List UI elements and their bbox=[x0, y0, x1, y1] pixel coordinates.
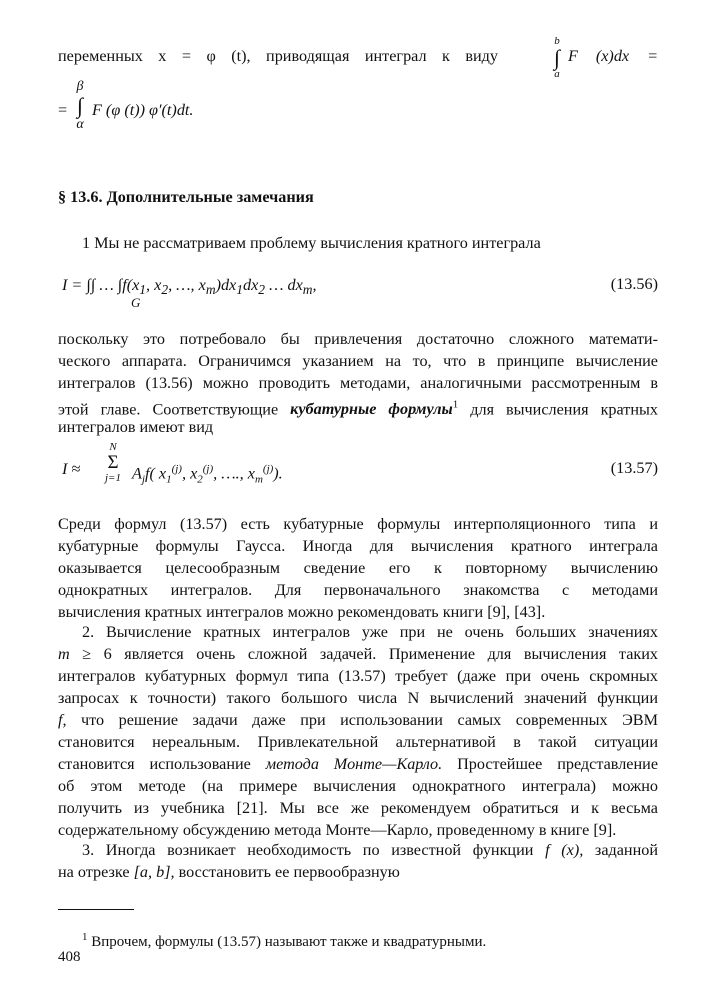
sum-symbol: Σ bbox=[107, 452, 119, 473]
eq-sub: 2 bbox=[161, 282, 169, 298]
eq-part: f( x bbox=[144, 464, 167, 483]
text-fragment: 3. Иногда возникает необходимость по известной функции bbox=[82, 841, 534, 859]
eq-part: , bbox=[312, 276, 317, 294]
text-line bbox=[58, 395, 658, 419]
text-fragment: восстановить ее первообразную bbox=[178, 863, 400, 881]
equation-number: (13.57) bbox=[610, 459, 658, 477]
sum-upper-limit: N bbox=[109, 441, 117, 453]
eq-part: , …., x bbox=[213, 464, 255, 483]
text-fragment: ≥ 6 является очень сложной задачей. Применение для вычисления таких bbox=[82, 645, 658, 663]
math-expression: F (φ (t)) φ′(t)dt. bbox=[92, 101, 194, 119]
section-heading: § 13.6. Дополнительные замечания bbox=[58, 188, 314, 206]
text-fragment: переменных x = φ (t), приводящая интеграл к виду bbox=[58, 47, 498, 65]
text-line: содержательному обсуждению метода Монте—Карло, проведенному в книге [9]. bbox=[58, 821, 617, 839]
text-fragment: становится использование bbox=[58, 755, 251, 773]
text-fragment: этой главе. Соответствующие bbox=[58, 400, 279, 419]
eq-sub: j bbox=[141, 473, 145, 486]
math-expression: f (x), bbox=[545, 841, 584, 859]
eq-sub: 2 bbox=[197, 473, 203, 486]
eq-part: , x bbox=[181, 464, 198, 483]
text-line: оказывается целесообразным сведение его к повторному вычислению bbox=[58, 559, 658, 577]
eq-part: , …, x bbox=[168, 276, 206, 294]
eq-sup: (j) bbox=[202, 463, 214, 475]
eq-part: dx bbox=[243, 276, 259, 294]
text-line bbox=[58, 46, 498, 66]
eq-sub: m bbox=[254, 473, 263, 486]
equation-13-57 bbox=[132, 459, 283, 490]
eq-sub: 1 bbox=[166, 473, 172, 486]
text-line: вычисления кратных интегралов можно рекомендовать книги [9], [43]. bbox=[58, 603, 546, 621]
summation-sign bbox=[100, 442, 126, 484]
math-expression: F (x)dx = bbox=[568, 47, 658, 65]
footnote-text: Впрочем, формулы (13.57) называют также и квадратурными. bbox=[91, 934, 487, 950]
integral-symbol: ∫ bbox=[76, 93, 84, 118]
eq-sub: 1 bbox=[236, 282, 243, 298]
math-expression: [a, b], bbox=[133, 863, 175, 881]
footnote-marker: 1 bbox=[452, 399, 459, 411]
math-variable: m bbox=[58, 645, 70, 663]
integral-upper-limit: b bbox=[554, 35, 560, 47]
page-number: 408 bbox=[58, 949, 81, 965]
eq-sub: 1 bbox=[139, 282, 147, 298]
text-line: 2. Вычисление кратных интегралов уже при не очень больших значениях bbox=[82, 623, 658, 641]
equation-lhs: I ≈ bbox=[62, 460, 81, 478]
integral-upper-limit: β bbox=[76, 79, 84, 94]
text-line: интегралов имеют вид bbox=[58, 418, 214, 436]
text-fragment: на отрезке bbox=[58, 863, 130, 881]
emphasized-term: метода Монте—Карло. bbox=[265, 755, 443, 773]
emphasized-text: кубатурные формулы bbox=[290, 400, 453, 419]
equation-number: (13.56) bbox=[610, 275, 658, 293]
text-line: 1 Мы не рассматриваем проблему вычисления кратного интеграла bbox=[82, 234, 541, 252]
text-line: Среди формул (13.57) есть кубатурные формулы интерполяционного типа и bbox=[58, 515, 658, 533]
integral-lower-limit: a bbox=[554, 68, 560, 80]
text-line bbox=[58, 862, 658, 882]
text-fragment: Простейшее представление bbox=[457, 755, 658, 773]
text-line bbox=[82, 840, 658, 860]
text-line: кубатурные формулы Гаусса. Иногда для вычисления кратного интеграла bbox=[58, 537, 658, 555]
text-line: интегралов (13.56) можно проводить методами, аналогичными рассмотренным в bbox=[58, 374, 658, 392]
integral-sign bbox=[550, 36, 564, 80]
text-line: об этом методе (на примере вычисления однократного интеграла) можно bbox=[58, 777, 658, 795]
footnote-rule bbox=[58, 909, 134, 910]
text-line bbox=[58, 754, 658, 774]
math-variable: f, bbox=[58, 711, 67, 729]
footnote bbox=[82, 928, 486, 951]
eq-sub: m bbox=[302, 282, 313, 298]
equation-13-56 bbox=[62, 275, 317, 300]
eq-sup: (j) bbox=[262, 463, 274, 475]
integral-domain: G bbox=[131, 295, 141, 310]
text-line: запросах к точности) такого большого числа N вычислений значений функции bbox=[58, 689, 658, 707]
integral-lower-limit: α bbox=[76, 117, 84, 132]
sum-lower-limit: j=1 bbox=[105, 472, 121, 484]
text-line bbox=[58, 710, 658, 730]
text-fragment: заданной bbox=[594, 841, 659, 859]
eq-sup: (j) bbox=[171, 463, 182, 475]
text-line: однократных интегралов. Для первоначального знакомства с методами bbox=[58, 581, 658, 599]
text-line bbox=[58, 644, 658, 664]
eq-part: … dx bbox=[265, 276, 303, 294]
eq-part: A bbox=[132, 464, 142, 483]
eq-part: , x bbox=[146, 276, 162, 294]
text-line: интегралов кубатурных формул типа (13.57) требует (даже при очень скромных bbox=[58, 667, 658, 685]
emphasized-term bbox=[290, 400, 458, 418]
text-line: ческого аппарата. Ограничимся указанием на то, что в принципе вычисление bbox=[58, 352, 658, 370]
eq-part: I = ∫∫ … ∫f(x bbox=[62, 276, 140, 294]
footnote-marker: 1 bbox=[82, 931, 88, 943]
text-line: поскольку это потребовало бы привлечения достаточно сложного математи- bbox=[58, 330, 658, 348]
eq-sub: m bbox=[205, 282, 216, 298]
eq-part: )dx bbox=[215, 276, 237, 294]
text-line: получить из учебника [21]. Мы все же рекомендуем обратиться и к весьма bbox=[58, 799, 658, 817]
text-fragment: что решение задачи даже при использовании самых современных ЭВМ bbox=[81, 711, 658, 729]
integral-symbol: ∫ bbox=[553, 45, 561, 70]
equals-sign: = bbox=[58, 101, 68, 119]
text-line: становится нереальным. Привлекательной альтернативой в такой ситуации bbox=[58, 733, 658, 751]
integral-sign bbox=[72, 80, 88, 132]
eq-sub: 2 bbox=[258, 282, 266, 298]
text-fragment: для вычисления кратных bbox=[470, 400, 658, 419]
eq-part: ). bbox=[273, 464, 283, 483]
